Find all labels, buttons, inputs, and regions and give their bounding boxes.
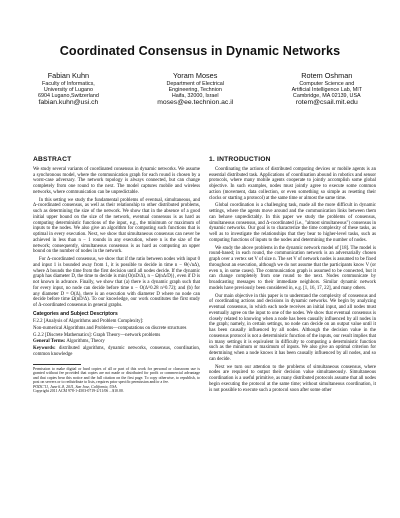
general-terms-heading: General Terms:	[33, 339, 66, 345]
general-terms-text: Algorithms, Theory	[66, 339, 105, 345]
abstract-heading: ABSTRACT	[33, 156, 72, 163]
categories-text: G.2.2 [Discrete Mathematics]: Graph Theory—network problems	[33, 332, 161, 338]
author-email: fabian.kuhn@usi.ch	[38, 99, 99, 107]
intro-paragraph: Next we turn our attention to the problems of simultaneous consensus, where nodes are required to output their decision value simultaneously. Simultaneous coordination is a useful primitive, as many distributed protocols assume that all nodes begin executing the protocol at the same time; without simultaneous coordination, it is not possible to execute such a protocol soon after some other	[209, 364, 376, 393]
author-affiliation: Haifa, 32000, Israel	[171, 93, 219, 100]
author-name: Fabian Kuhn	[47, 71, 90, 80]
author-name: Rotem Oshman	[301, 71, 353, 80]
keywords	[33, 346, 200, 358]
author-affiliation: Engineering, Technion	[168, 86, 222, 93]
paper-title: Coordinated Consensus in Dynamic Networks	[59, 44, 341, 58]
introduction-heading: 1. INTRODUCTION	[209, 156, 271, 163]
author-3	[292, 72, 362, 107]
author-affiliation: Computer Science and	[299, 80, 355, 87]
intro-paragraph: We study the above problems in the dynamic network model of [18]. The model is round-based; in each round, the communication network is an adversarially chosen graph over a vertex set V of size n. The set V of network nodes is assumed to be fixed throughout an execution, although we do not assume that the participants know V (or even n, in some cases). The communication graph is assumed to be connected, but it can change completely from one round to the next. Nodes communicate by broadcasting messages to their immediate neighbors. Similar dynamic network models have previously been considered in, e.g. [1, 16, 17, 22], and many others.	[209, 245, 376, 291]
right-column	[209, 157, 376, 395]
keywords-text: distributed algorithms, dynamic networks, consensus, coordination, common knowledge	[33, 346, 200, 357]
author-affiliation: 6904 Lugano,Switzerland	[38, 93, 99, 100]
intro-paragraph: Our main objective in this paper is to understand the complexity of consensus and of coordinating actions and decisions in dynamic networks. We begin by analyzing eventual consensus, in which each node receives an initial input, and all nodes must eventually agree on the input to one of the nodes. We show that eventual consensus is closely related to knowing when a node has been causally influenced by all nodes in the graph; namely, in certain settings, no node can decide on an output value until it has been causally influenced by all nodes. Although the decision value in the consensus protocol is not a deterministic function of the inputs, our result implies that in many settings it is equivalent in difficulty to computing a deterministic function such as the minimum or maximum of inputs. We also give an optimal criterion for determining when a node knows it has been causally influenced by all nodes, and so can decide.	[209, 293, 376, 362]
author-block	[38, 72, 362, 107]
author-affiliation: University of Lugano	[43, 86, 93, 93]
permission-footnote: Permission to make digital or hard copies of all or part of this work for personal or classroom use is granted without fee provided that copies are not made or distributed for profit or commercial advantage and that copies bear this notice and the full citation on the first page. To copy otherwise, to republish, to post on servers or to redistribute to lists, requires prior specific permission and/or a fee.	[33, 366, 200, 385]
conference-text: PODC'11, June 6–8, 2011, San Jose, California, USA.	[33, 384, 118, 389]
intro-paragraph: Global coordination is a challenging task, made all the more difficult in dynamic settings, where the agents move around and the communication links between them can behave unpredictably. In this paper we study the problems of consensus, simultaneous consensus, and Δ-coordinated (i.e., "almost simultaneous") consensus in dynamic networks. Our goal is to characterize the time complexity of these tasks, as well as to investigate the relationships that they bear to higher-level tasks, such as computing functions of inputs to the nodes and determining the number of nodes.	[209, 203, 376, 243]
footnote-divider	[33, 364, 81, 365]
categories-heading: Categories and Subject Descriptors	[33, 311, 118, 318]
abstract-paragraph: In this setting we study the fundamental problems of eventual, simultaneous, and Δ-coordinated consensus, as well as their relationship to other distributed problems, such as determining the size of the network. We show that in the absence of a good initial upper bound on the size of the network, eventual consensus is as hard as computing deterministic functions of the input, e.g., the minimum or maximum of inputs to the nodes. We also give an algorithm for computing such functions that is optimal in every execution. Next, we show that simultaneous consensus can never be achieved in less than n − 1 rounds in any execution, where n is the size of the network; consequently, simultaneous consensus is as hard as computing an upper bound on the number of nodes in the network.	[33, 197, 200, 255]
author-affiliation: Department of Electrical	[166, 80, 224, 87]
intro-paragraph: Coordinating the actions of distributed computing devices or mobile agents is an essential distributed task. Applications of coordination abound in robotics and sensor protocols, where many mobile agents cooperate to jointly accomplish some global objective. In such examples, nodes must jointly agree to execute some common action (movement, data collection, or even something so simple as resetting their clocks or starting a protocol) at the same time or almost the same time.	[209, 166, 376, 201]
abstract-paragraph: We study several variants of coordinated consensus in dynamic networks. We assume a synchronous model, where the communication graph for each round is chosen by a worst-case adversary. The network topology is always connected, but can change completely from one round to the next. The model captures mobile and wireless networks, where communication can be unpredictable.	[33, 166, 200, 195]
author-email: moses@ee.technion.ac.il	[157, 99, 234, 107]
author-affiliation: Artificial Intelligence Lab, MIT	[291, 86, 362, 93]
author-2	[157, 72, 233, 107]
categories-text: Non-numerical Algorithms and Problems—computations on discrete structures	[33, 325, 187, 331]
general-terms	[33, 339, 200, 345]
author-1	[38, 72, 99, 107]
keywords-heading: Keywords:	[33, 346, 56, 351]
abstract-paragraph: For Δ-coordinated consensus, we show that if the ratio between nodes with input 0 and input 1 is bounded away from 1, it is possible to decide in time n − Θ(√nΔ), where Δ bounds the time from the first decision until all nodes decide. If the dynamic graph has diameter D, the time to decide is min{O(nD/Δ), n − Ω(nΔ/D)}, even if D is not known in advance. Finally, we show that (a) there is a dynamic graph such that for every input, no node can decide before time n − O(Δ^0.28 n^0.72); and (b) for any diameter D = O(Δ), there is an execution with diameter D where no node can decide before time Ω(nD/Δ). To our knowledge, our work constitutes the first study of Δ-coordinated consensus in general graphs.	[33, 257, 200, 308]
copyright-line: Copyright 2011 ACM 978-1-4503-0719-2/11/06 ...$10.00.	[33, 389, 124, 394]
left-column	[33, 157, 200, 394]
categories-text: F.2.2 [Analysis of Algorithms and Problem Complexity]:	[33, 319, 144, 324]
author-email: rotem@csail.mit.edu	[295, 99, 358, 107]
author-name: Yoram Moses	[173, 71, 218, 80]
author-affiliation: Cambridge, MA 02139, USA	[292, 93, 361, 100]
author-affiliation: Faculty of Informatics,	[42, 80, 95, 87]
